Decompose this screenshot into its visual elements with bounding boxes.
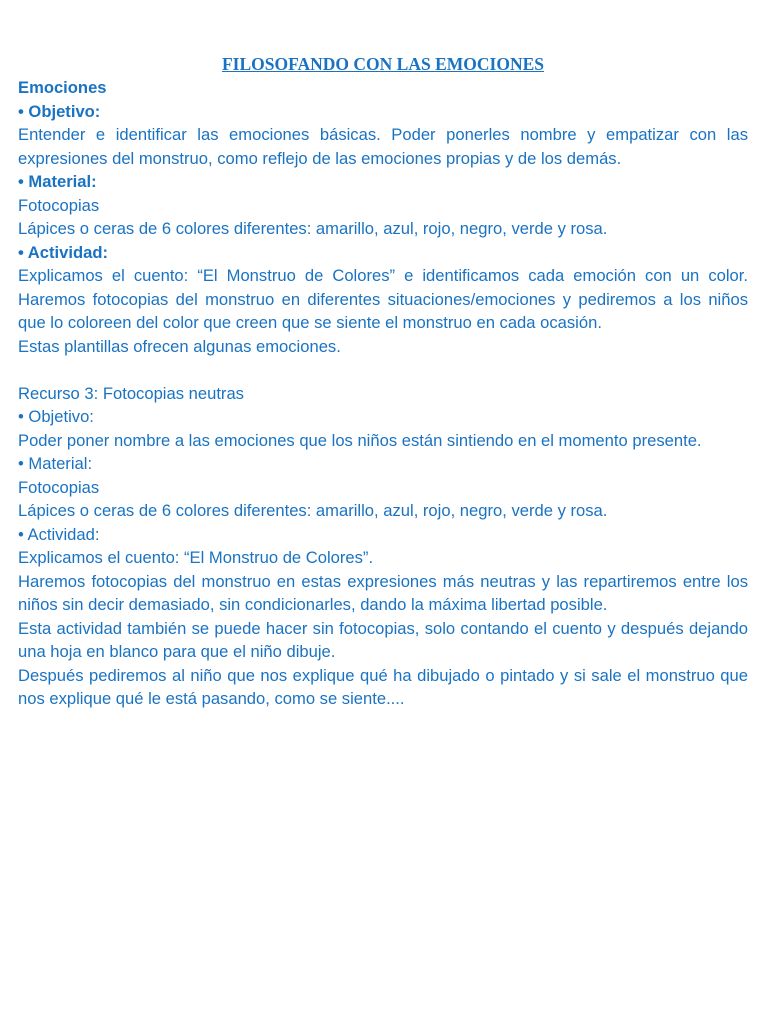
section2-actividad-paragraph-1: Haremos fotocopias del monstruo en estas expresiones más neutras y las repartiremos entre los niños sin decir demasiado, sin condicionarles, dando la máxima libertad posible. [18,571,748,614]
section1-material-label: • Material: [18,172,97,191]
section2-actividad-paragraph-3: Después pediremos al niño que nos explique qué ha dibujado o pintado y si sale el monstruo que nos explique qué le está pasando, como se siente.... [18,665,748,708]
section-spacer [18,358,748,382]
section1-actividad-text: Explicamos el cuento: “El Monstruo de Colores” e identificamos cada emoción con un color. Haremos fotocopias del monstruo en diferentes situaciones/emociones y pediremos a los niños que lo coloreen del color que creen que se siente el monstruo en cada ocasión. [18,266,748,332]
section1-objetivo-label: • Objetivo: [18,101,101,121]
document-title: FILOSOFANDO CON LAS EMOCIONES [221,54,544,74]
document-page [18,52,748,711]
section1-heading: Emociones [18,78,107,97]
section2-actividad-paragraph-2: Esta actividad también se puede hacer sin fotocopias, solo contando el cuento y después dejando una hoja en blanco para que el niño dibuje. [18,618,748,661]
section2-material-line2: Lápices o ceras de 6 colores diferentes: amarillo, azul, rojo, negro, verde y rosa. [18,501,608,520]
section2-actividad-line1: Explicamos el cuento: “El Monstruo de Colores”. [18,548,374,567]
section2-objetivo-text: Poder poner nombre a las emociones que los niños están sintiendo en el momento presente. [18,430,702,450]
section1-actividad-note: Estas plantillas ofrecen algunas emociones. [18,336,341,356]
section1-material-line2: Lápices o ceras de 6 colores diferentes: amarillo, azul, rojo, negro, verde y rosa. [18,219,608,238]
section2-material-label: • Material: [18,454,93,473]
section2-heading: Recurso 3: Fotocopias neutras [18,383,244,403]
section2-objetivo-label: • Objetivo: [18,407,94,426]
section1-actividad-label: • Actividad: [18,242,109,262]
section2-material-line1: Fotocopias [18,477,100,497]
section1-material-line1: Fotocopias [18,195,100,215]
section1-objetivo-text: Entender e identificar las emociones básicas. Poder ponerles nombre y empatizar con las expresiones del monstruo, como reflejo de las emociones propias y de los demás. [18,125,748,168]
section2-actividad-label: • Actividad: [18,524,100,544]
